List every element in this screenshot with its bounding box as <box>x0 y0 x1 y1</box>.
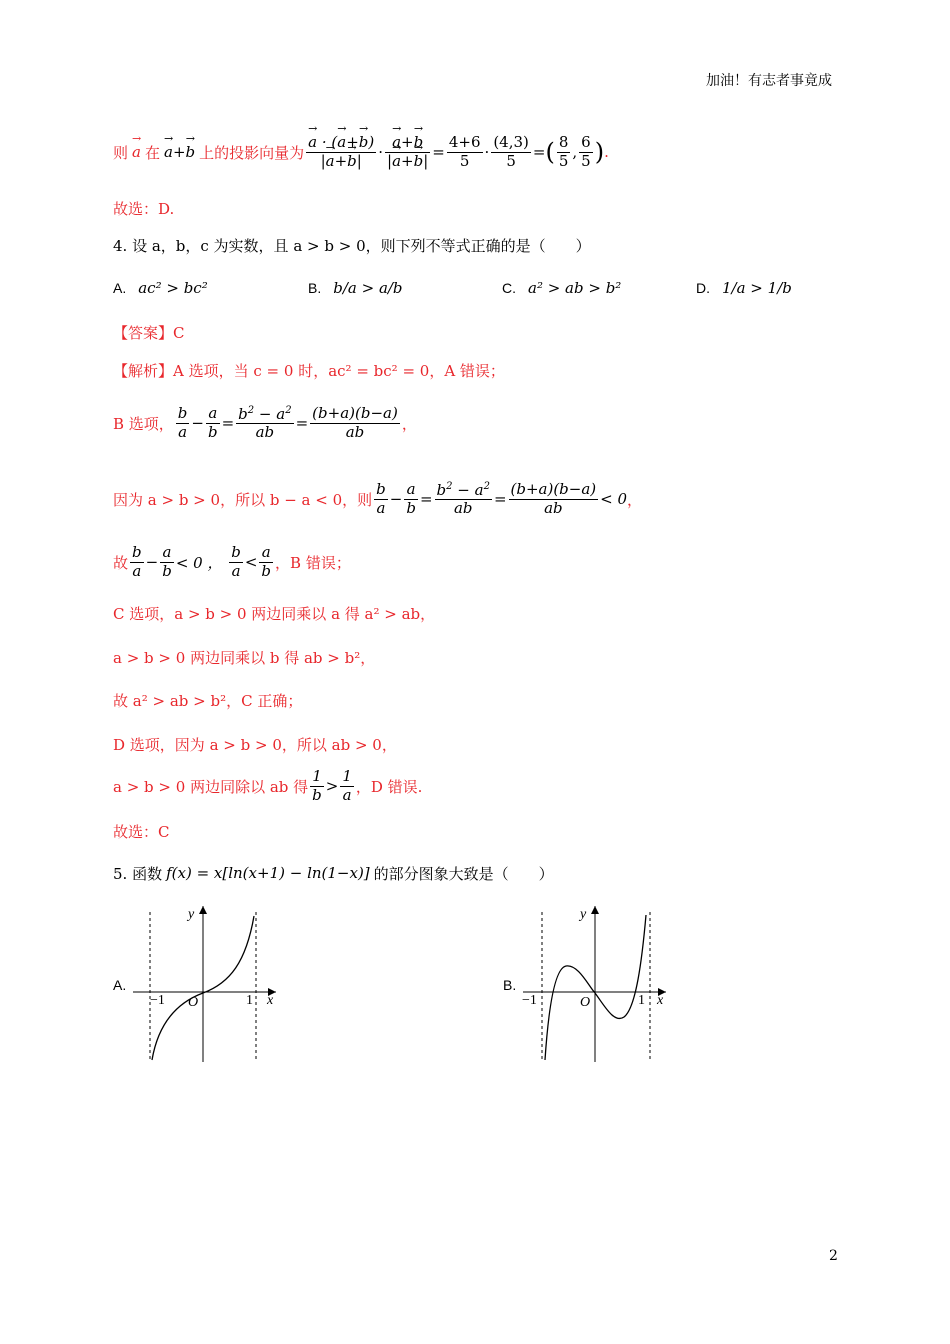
text: 上的投影向量为 <box>199 143 305 162</box>
option-label: B. <box>308 280 322 296</box>
y-axis-arrow <box>199 906 207 914</box>
q4-analysis-c3: 故 a² > ab > b²，C 正确； <box>113 692 303 710</box>
text: A 选项，当 c = 0 时，ac² = bc² = 0，A 错误； <box>173 362 505 380</box>
function-expr: f(x) = x[ln(x+1) − ln(1−x)] <box>166 864 370 882</box>
y-label: y <box>580 907 587 922</box>
q3-conclusion: 故选：D. <box>113 200 175 218</box>
formula: $\frac{b}{a}$ − $\frac{a}{b}$ = $\frac{b^2 - a^2}{ab}$ = $\frac{(b+a)(b-a)}{ab}$ <box>177 404 398 441</box>
y-axis-arrow <box>591 906 599 914</box>
q4-option-d <box>696 268 792 308</box>
projection-formula: → $\frac{a \cdot (\to a+\to b)}{|\to a+\to b|}$ · → $\frac{a+\to b}{|\to a+\to b|}$ = $\frac{4+6}{5}$ · $\frac{(4,3)}{5}$ = ( $\frac{8}{5}$ , $\frac{6}{5}$ ) <box>304 134 604 170</box>
page-number: 2 <box>829 1248 838 1264</box>
text: 则 <box>113 143 129 162</box>
option-expr: a² > ab > b² <box>528 279 622 297</box>
q4-analysis-d2 <box>113 764 422 808</box>
q5-stem <box>113 856 554 890</box>
graph-b <box>518 900 678 1070</box>
q4-option-a <box>113 268 208 308</box>
q4-analysis-b2: 因为 a > b > 0，所以 b − a < 0，则 $\frac{b}{a}$ − $\frac{a}{b}$ = $\frac{b^2 - a^2}{ab}$ = $\frac{(b+a)(b-a)}{ab}$ < 0 ， <box>113 480 643 517</box>
vector-sum: → a+→ b <box>164 143 195 161</box>
tick-one: 1 <box>246 993 253 1008</box>
option-label: A. <box>113 280 127 296</box>
origin-label: O <box>580 995 591 1010</box>
formula: $\frac{1}{b}$ > $\frac{1}{a}$ <box>312 767 352 804</box>
q4-analysis-c1: C 选项，a > b > 0 两边同乘以 a 得 a² > ab， <box>113 605 436 623</box>
graph-a <box>128 900 288 1070</box>
analysis-tag: 【解析】 <box>113 362 174 380</box>
q4-analysis-b3 <box>113 540 351 584</box>
text: ，D 错误. <box>355 777 423 796</box>
option-expr: 1/a > 1/b <box>722 279 792 297</box>
text: 故 <box>113 553 129 572</box>
text: 因为 a > b > 0，所以 b − a < 0，则 <box>113 490 373 509</box>
tick-neg-one: −1 <box>150 993 165 1008</box>
option-expr: ac² > bc² <box>138 279 208 297</box>
option-expr: b/a > a/b <box>333 279 403 297</box>
text: ，B 错误； <box>275 553 351 572</box>
origin-label: O <box>188 995 199 1010</box>
formula: $\frac{b}{a}$ − $\frac{a}{b}$ < 0 ， $\frac{b}{a}$ < $\frac{a}{b}$ <box>132 543 272 580</box>
q4-analysis-c2: a > b > 0 两边同乘以 b 得 ab > b²， <box>113 649 376 667</box>
q4-option-c <box>502 268 621 308</box>
text: 在 <box>144 143 160 162</box>
q3-projection-line: 则 → a 在 → a+→ b 上的投影向量为 → $\frac{a \cdot (\to a+\to b)}{|\to a+\to b|}$ · → $\frac{a+\to b}{|\to a+\to b|}$ = $\frac{4+6}{5}$ · $\frac{(4,3)}{5}$ = ( $\frac{8}{5}$ , $\frac{6}{5}$ ) . <box>113 122 609 182</box>
text: 5. 函数 <box>113 864 163 883</box>
tick-one: 1 <box>638 993 645 1008</box>
q4-option-b <box>308 268 403 308</box>
q4-analysis-d1: D 选项，因为 a > b > 0，所以 ab > 0， <box>113 736 397 754</box>
header-motto: 加油！有志者事竟成 <box>706 73 832 89</box>
graph-b-label: B. <box>503 977 517 993</box>
text: 的部分图象大致是（ ） <box>373 864 554 883</box>
q4-analysis-b: B 选项， $\frac{b}{a}$ − $\frac{a}{b}$ = $\frac{b^2 - a^2}{ab}$ = $\frac{(b+a)(b-a)}{ab}$ ， <box>113 404 417 441</box>
graph-a-label: A. <box>113 977 127 993</box>
x-label: x <box>267 993 274 1008</box>
vector-a: → a <box>132 143 141 161</box>
q4-answer: 【答案】C <box>113 324 185 342</box>
x-label: x <box>657 993 664 1008</box>
text: B 选项， <box>113 414 174 433</box>
option-label: D. <box>696 280 710 296</box>
option-label: C. <box>502 280 516 296</box>
tick-neg-one: −1 <box>522 993 537 1008</box>
y-label: y <box>188 907 195 922</box>
q4-stem: 4. 设 a，b，c 为实数，且 a > b > 0，则下列不等式正确的是（ ） <box>113 237 591 255</box>
q4-analysis-a <box>113 360 505 381</box>
text: a > b > 0 两边同除以 ab 得 <box>113 777 309 796</box>
q4-conclusion: 故选：C <box>113 823 170 841</box>
formula: $\frac{b}{a}$ − $\frac{a}{b}$ = $\frac{b^2 - a^2}{ab}$ = $\frac{(b+a)(b-a)}{ab}$ < 0 <box>376 480 628 517</box>
